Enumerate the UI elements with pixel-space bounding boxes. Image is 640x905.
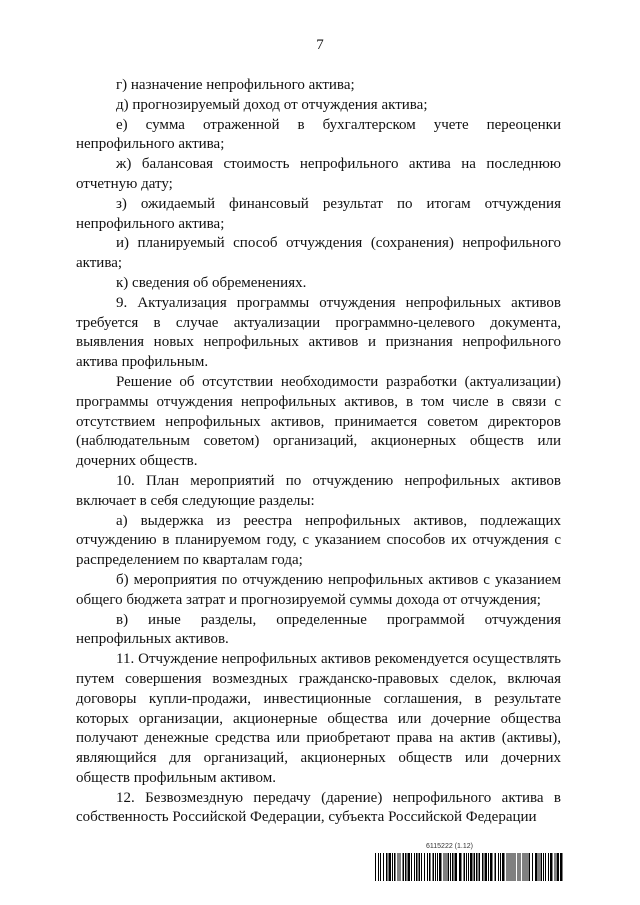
paragraph-item-g: г) назначение непрофильного актива; [116, 77, 355, 93]
paragraph-item-e: е) сумма отраженной в бухгалтерском учете переоценки непрофильного актива; [76, 116, 561, 153]
document-code: 6115222 (1.12) [426, 843, 473, 850]
paragraph-item-z: з) ожидаемый финансовый результат по итогам отчуждения непрофильного актива; [76, 195, 561, 232]
paragraph-item-a: а) выдержка из реестра непрофильных активов, подлежащих отчуждению в планируемом году, с указанием способов их отчуждения с распределением по кварталам года; [76, 512, 561, 569]
paragraph-item-zh: ж) балансовая стоимость непрофильного актива на последнюю отчетную дату; [76, 156, 561, 192]
barcode-icon [375, 853, 563, 881]
paragraph-clause-10: 10. План мероприятий по отчуждению непрофильных активов включает в себя следующие разделы: [76, 472, 561, 509]
paragraph-clause-12: 12. Безвозмездную передачу (дарение) непрофильного актива в собственность Российской Федерации, субъекта Российской Федерации [76, 789, 561, 826]
paragraph-item-v: в) иные разделы, определенные программой отчуждения непрофильных активов. [76, 611, 561, 648]
paragraph-item-b: б) мероприятия по отчуждению непрофильных активов с указанием общего бюджета затрат и прогнозируемой суммы дохода от отчуждения; [76, 571, 561, 608]
paragraph-decision: Решение об отсутствии необходимости разработки (актуализации) программы отчуждения непрофильных активов, в том числе в связи с отсутствием непрофильных активов, принимается советом директоров (наблюдательным советом) организаций, акционерных обществ или дочерних обществ. [76, 373, 561, 470]
paragraph-item-d: д) прогнозируемый доход от отчуждения актива; [116, 96, 428, 113]
body-text [76, 76, 561, 828]
paragraph-clause-11: 11. Отчуждение непрофильных активов рекомендуется осуществлять путем совершения возмездных гражданско-правовых сделок, включая договоры купли-продажи, инвестиционные соглашения, в результате которых организации, акционерные общества или дочерние общества получают денежные средства или приобретают права на актив (активы), являющийся для организаций, акционерных обществ или дочерних обществ профильным активом. [76, 651, 561, 786]
paragraph-item-i: и) планируемый способ отчуждения (сохранения) непрофильного актива; [76, 235, 561, 272]
paragraph-item-k: к) сведения об обременениях. [116, 274, 307, 291]
page-number: 7 [316, 37, 324, 53]
paragraph-clause-9: 9. Актуализация программы отчуждения непрофильных активов требуется в случае актуализации программно-целевого документа, выявления новых непрофильных активов и признания непрофильного актива профильным. [76, 294, 561, 371]
